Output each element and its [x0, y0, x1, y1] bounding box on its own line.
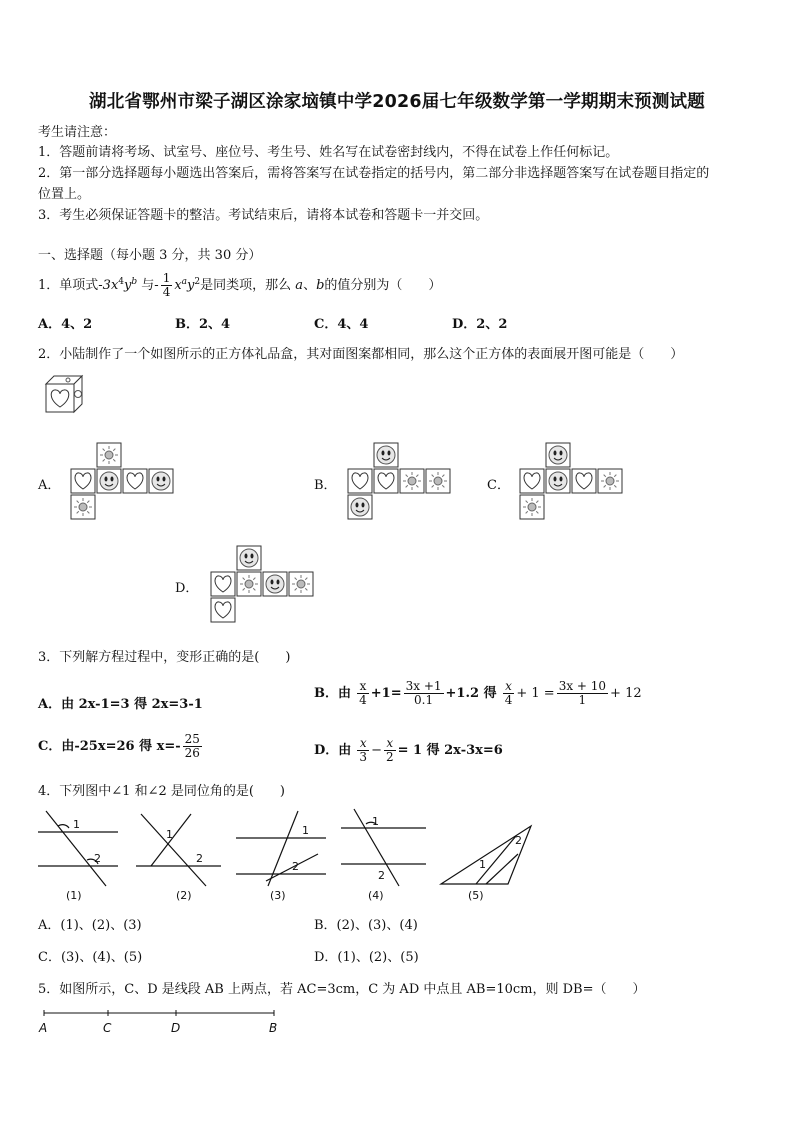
smiley-face-icon [152, 472, 170, 490]
q2-option-d-label: D． [175, 581, 199, 596]
page-title: 湖北省鄂州市梁子湖区涂家垴镇中学2026届七年级数学第一学期期末预测试题 [89, 92, 705, 112]
q2-option-b-label: B． [314, 478, 337, 493]
svg-text:1: 1 [73, 818, 80, 831]
point-a-label: A [39, 1021, 48, 1035]
notice-heading: 考生请注意： [38, 125, 117, 140]
question-3-stem: 3．下列解方程过程中，变形正确的是( ) [38, 650, 291, 665]
smiley-face-icon [240, 549, 258, 567]
smiley-face-icon [100, 472, 118, 490]
sun-icon [292, 575, 310, 593]
svg-text:(1): (1) [66, 889, 82, 902]
question-5-stem: 5．如图所示，C、D 是线段 AB 上两点，若 AC=3cm，C 为 AD 中点且 AB=10cm，则 DB=（ ） [38, 982, 646, 997]
svg-text:2: 2 [94, 852, 101, 865]
net-option-b [347, 442, 457, 524]
cube-figure [44, 374, 86, 416]
sun-icon [100, 446, 118, 464]
svg-text:1: 1 [479, 858, 486, 871]
question-2-stem: 2．小陆制作了一个如图所示的正方体礼品盒，其对面图案都相同，那么这个正方体的表面展开图可能是（ ） [38, 347, 684, 362]
point-d-label: D [171, 1021, 181, 1035]
segment-figure [36, 1008, 286, 1038]
svg-text:(5): (5) [468, 889, 484, 902]
angle-figure-1 [38, 811, 118, 902]
smiley-face-icon [549, 472, 567, 490]
q3-option-a: A．由 2x-1=3 得 2x=3-1 [38, 697, 203, 712]
svg-text:2: 2 [515, 834, 522, 847]
q4-option-c: C．(3)、(4)、(5) [38, 950, 143, 965]
question-4-stem: 4．下列图中∠1 和∠2 是同位角的是( ) [38, 784, 286, 799]
angle-figure-3 [236, 811, 326, 902]
notice-item-3: 3．考生必须保证答题卡的整洁。考试结束后，请将本试卷和答题卡一并交回。 [38, 208, 489, 223]
q4-option-b: B．(2)、(3)、(4) [314, 918, 418, 933]
section-heading: 一、选择题（每小题 3 分，共 30 分） [38, 248, 262, 263]
q1-option-c: C．4、4 [314, 317, 369, 332]
q1-option-a: A．4、2 [38, 317, 93, 332]
net-option-d [210, 545, 320, 627]
q3-option-d: D．由 $\frac{x}{3}$ − $\frac{x}{2}$ = 1 得 2x-3x=6 [314, 736, 503, 765]
q2-option-a-label: A． [38, 478, 61, 493]
net-option-c [519, 442, 629, 524]
q4-option-d: D．(1)、(2)、(5) [314, 950, 419, 965]
svg-text:(4): (4) [368, 889, 384, 902]
notice-item-1: 1．答题前请将考场、试室号、座位号、考生号、姓名写在试卷密封线内，不得在试卷上作任何标记。 [38, 145, 619, 160]
svg-text:(3): (3) [270, 889, 286, 902]
sun-icon [403, 472, 421, 490]
sun-icon [601, 472, 619, 490]
fraction: $\frac{1}{4}$ [162, 271, 171, 300]
sun-icon [240, 575, 258, 593]
question-1-stem: 1．单项式$-3x^4y^b$ 与- $\frac{1}{4}$ $x^ay^2$是同类项，那么 a、b的值分别为（ ） [38, 271, 442, 300]
svg-text:(2): (2) [176, 889, 192, 902]
svg-text:1: 1 [302, 824, 309, 837]
smiley-face-icon [377, 446, 395, 464]
smiley-face-icon [266, 575, 284, 593]
svg-text:1: 1 [166, 828, 173, 841]
svg-text:1: 1 [372, 815, 379, 828]
q3-option-b: B．由 $\frac{x}{4}$ +1= $\frac{3x +1}{0.1}$ +1.2 得 $\frac{x}{4}$ + 1 = $\frac{3x + 10}{1}$ + 12 [314, 679, 642, 708]
svg-text:2: 2 [292, 860, 299, 873]
smiley-face-icon [351, 498, 369, 516]
notice-item-2: 2．第一部分选择题每小题选出答案后，需将答案写在试卷指定的括号内，第二部分非选择题答案写在试卷题目指定的 [38, 166, 710, 181]
sun-icon [74, 498, 92, 516]
angle-figures [36, 806, 546, 906]
svg-text:2: 2 [378, 869, 385, 882]
angle-figure-2 [136, 814, 221, 902]
smiley-face-icon [549, 446, 567, 464]
sun-icon [429, 472, 447, 490]
q4-option-a: A．(1)、(2)、(3) [38, 918, 142, 933]
sun-icon [523, 498, 541, 516]
angle-figure-4 [341, 809, 426, 902]
q2-option-c-label: C． [487, 478, 510, 493]
q1-option-d: D．2、2 [452, 317, 508, 332]
angle-figure-5 [441, 826, 531, 902]
q3-option-c: C．由-25x=26 得 x=- $\frac{25}{26}$ [38, 732, 200, 761]
q1-option-b: B．2、4 [175, 317, 231, 332]
svg-text:2: 2 [196, 852, 203, 865]
notice-item-2-cont: 位置上。 [38, 187, 91, 202]
net-option-a [70, 442, 180, 524]
point-b-label: B [269, 1021, 278, 1035]
point-c-label: C [103, 1021, 112, 1035]
